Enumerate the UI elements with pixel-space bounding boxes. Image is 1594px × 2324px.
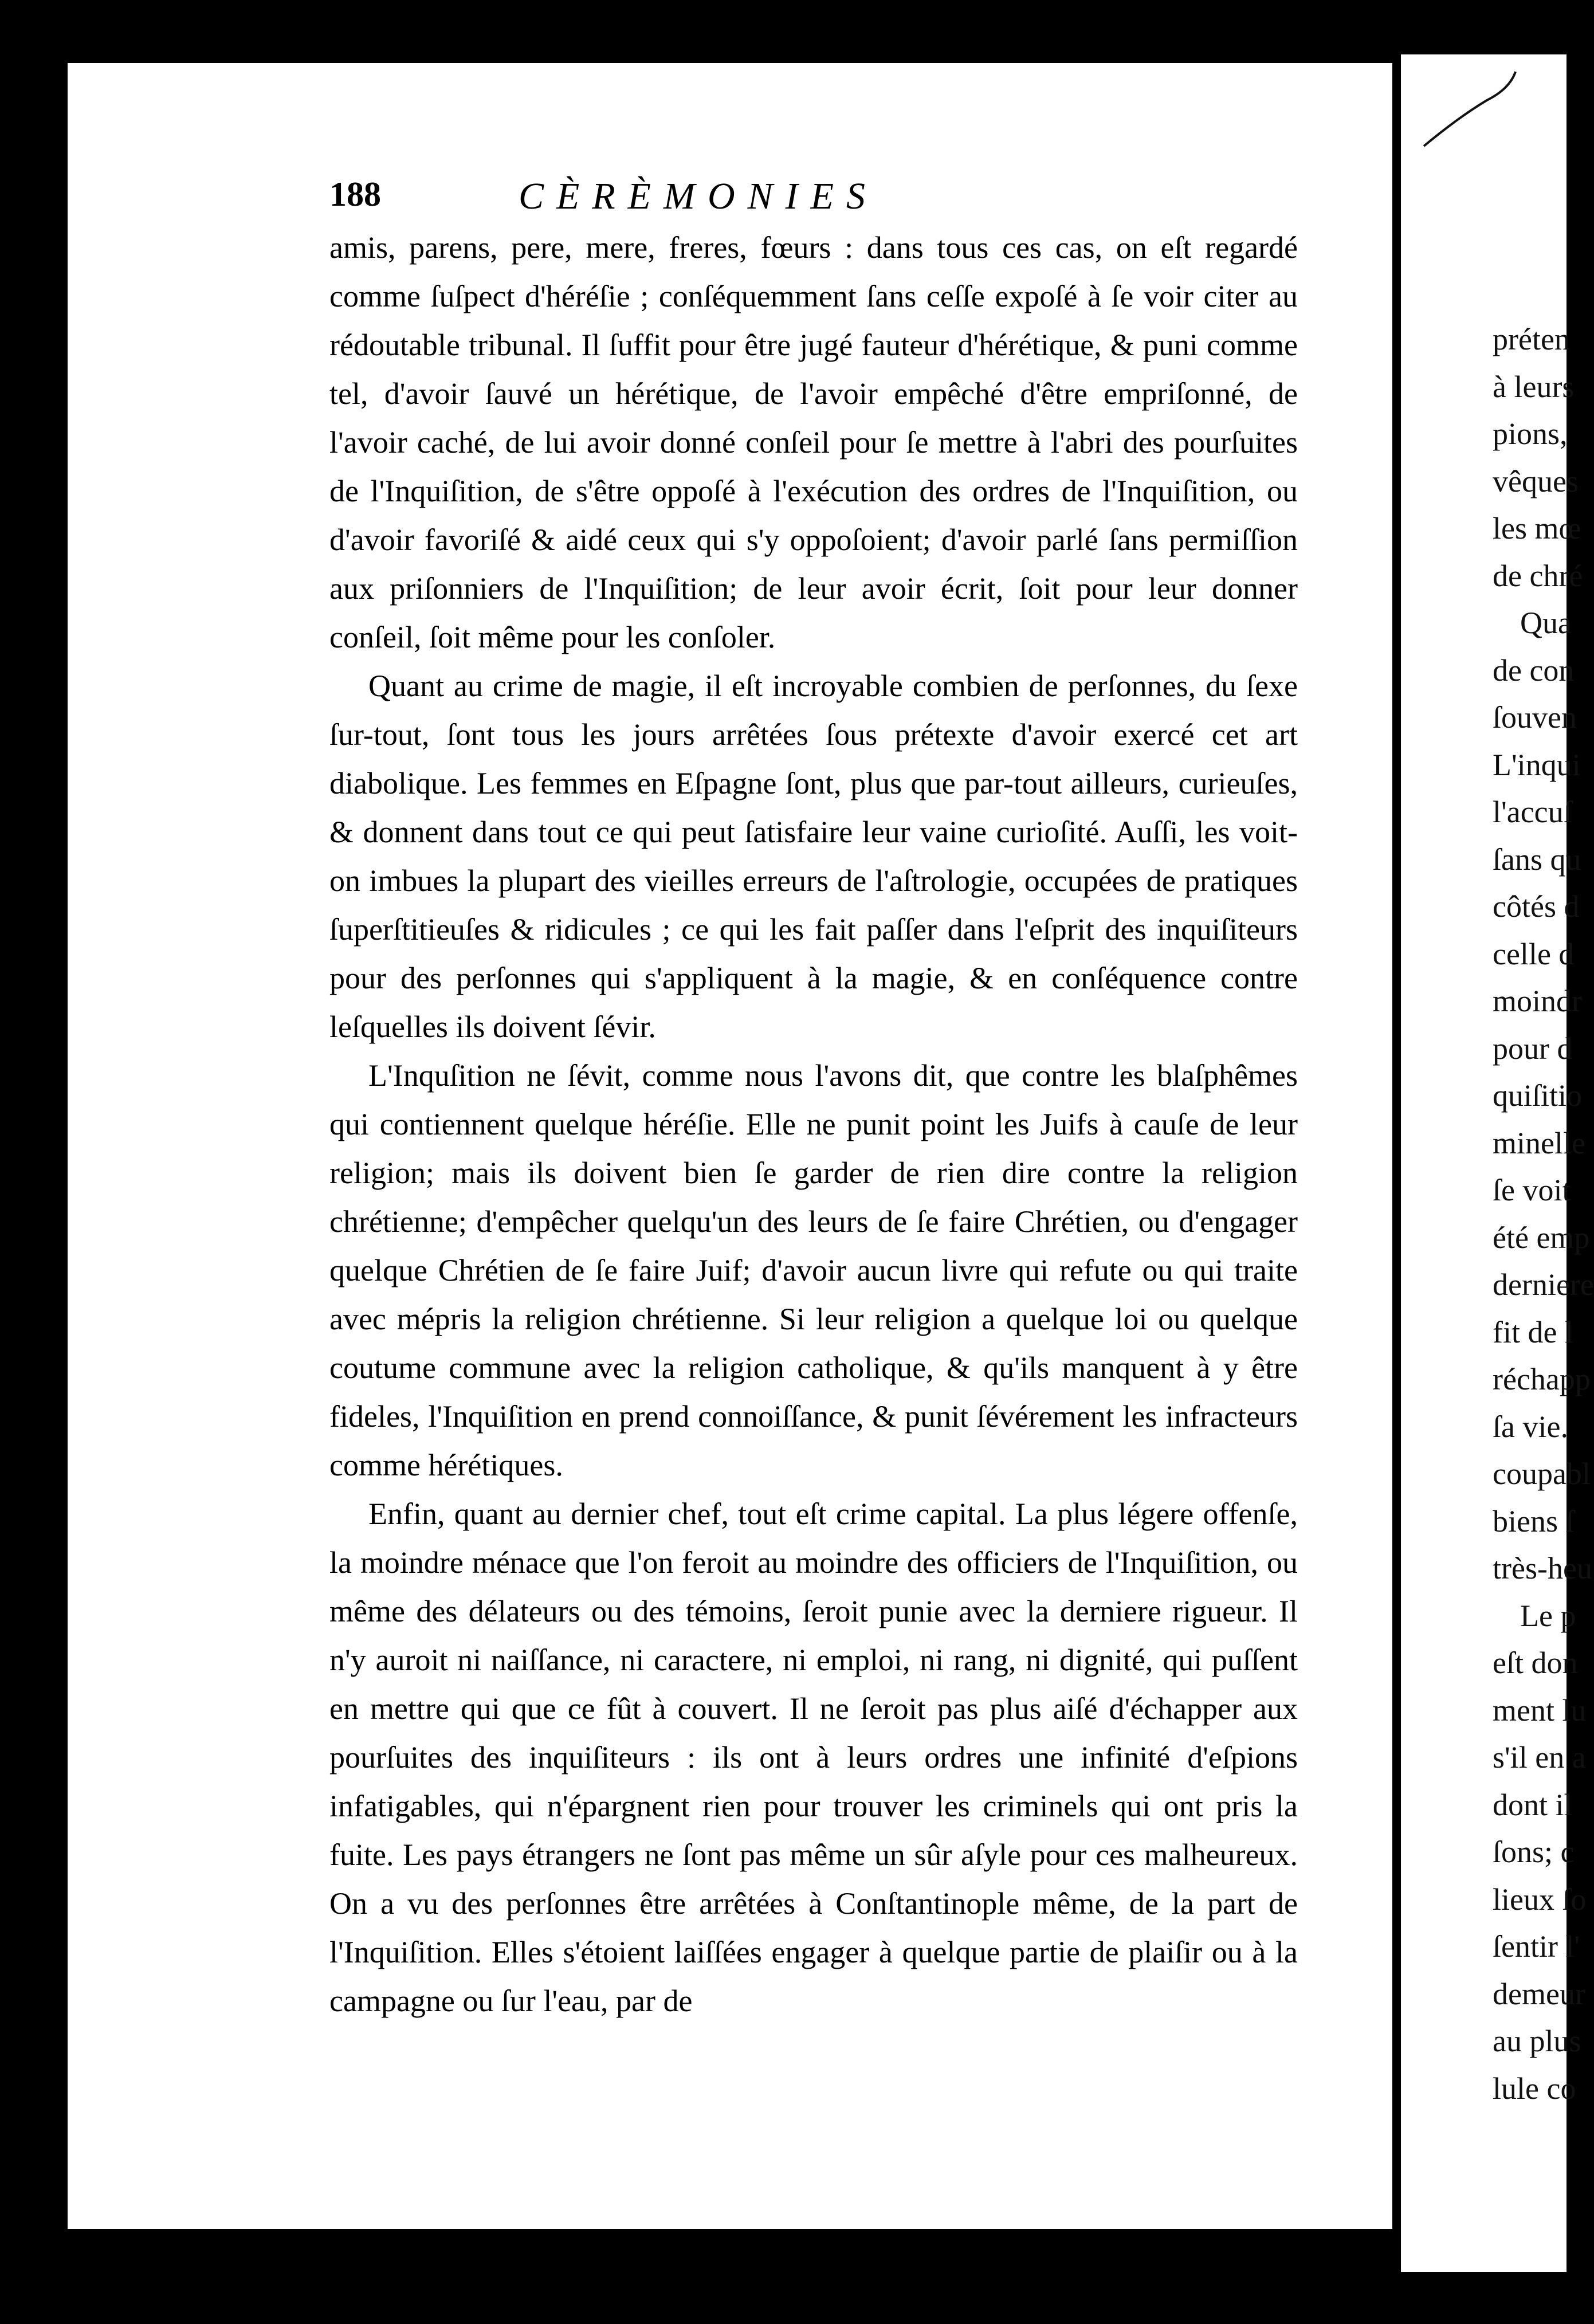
facing-page-line: pions, <box>1493 417 1568 451</box>
facing-page-line: à leurs <box>1493 369 1575 404</box>
facing-page-line: ſe voit <box>1493 1173 1571 1207</box>
facing-page-line: très-heu <box>1493 1551 1592 1585</box>
paragraph: Enfin, quant au dernier chef, tout eſt crime capital. La plus légere offenſe, la moindre ménace que l'on feroit au moindre des officiers de l'Inquiſition, ou même des délateurs ou des témoins, ſeroit punie avec la derniere rigueur. Il n'y auroit ni naiſſance, ni caractere, ni emploi, ni rang, ni dignité, qui puſſent en mettre qui que ce fût à couvert. Il ne ſeroit pas plus aiſé d'échapper aux pourſuites des inquiſiteurs : ils ont à leurs ordres une infinité d'eſpions infatigables, qui n'épargnent rien pour trouver les criminels qui ont pris la fuite. Les pays étrangers ne ſont pas même un sûr aſyle pour ces malheureux. On a vu des perſonnes être arrêtées à Conſtantinople même, de la part de l'Inquiſition. Elles s'étoient laiſſées engager à quelque partie de plaiſir ou à la campagne ou ſur l'eau, par de <box>329 1497 1298 2018</box>
facing-page-line: biens ſ <box>1493 1503 1575 1538</box>
facing-page-line: lieux ſo <box>1493 1882 1587 1917</box>
facing-page-line: les mœ <box>1493 511 1581 545</box>
paragraph: Quant au crime de magie, il eſt incroyable combien de perſonnes, du ſexe ſur-tout, ſont tous les jours arrêtées ſous prétexte d'avoir exercé cet art diabolique. Les femmes en Eſpagne ſont, plus que par-tout ailleurs, curieuſes, & donnent dans tout ce qui peut ſatisfaire leur vaine curioſité. Auſſi, les voit-on imbues la plupart des vieilles erreurs de l'aſtrologie, occupées de pratiques ſuperſtitieuſes & ridicules ; ce qui les fait paſſer dans l'eſprit des inquiſiteurs pour des perſonnes qui s'appliquent à la magie, & en conſéquence contre leſquelles ils doivent ſévir. <box>329 669 1298 1044</box>
facing-page-line: ſentir l' <box>1493 1929 1580 1964</box>
facing-page-line: l'accuſ <box>1493 795 1572 829</box>
facing-page-line: Le p <box>1520 1598 1576 1633</box>
paragraph: amis, parens, pere, mere, freres, fœurs : dans tous ces cas, on eſt regardé comme ſuſpect d'héréſie ; conſéquemment ſans ceſſe expoſé à ſe voir citer au rédoutable tribunal. Il ſuffit pour être jugé fauteur d'hérétique, & puni comme tel, d'avoir ſauvé un hérétique, de l'avoir empêché d'être empriſonné, de l'avoir caché, de lui avoir donné conſeil pour ſe mettre à l'abri des pourſuites de l'Inquiſition, de s'être oppoſé à l'exécution des ordres de l'Inquiſition, ou d'avoir favoriſé & aidé ceux qui s'y oppoſoient; d'avoir parlé ſans permiſſion aux priſonniers de l'Inquiſition; de leur avoir écrit, ſoit pour leur donner conſeil, ſoit même pour les conſoler. <box>329 230 1298 654</box>
facing-page-line: derniere <box>1493 1267 1594 1302</box>
facing-page-line: dont il <box>1493 1787 1573 1822</box>
facing-page-line: au plus <box>1493 2024 1581 2058</box>
facing-page-line: lule co <box>1493 2071 1576 2106</box>
facing-page-line: demeur <box>1493 1976 1585 2011</box>
facing-page-line: ſa vie. <box>1493 1409 1568 1444</box>
facing-page-line: fit de l <box>1493 1314 1573 1349</box>
facing-page-line: coupabl <box>1493 1457 1591 1491</box>
facing-page-line: L'inqui <box>1493 747 1581 782</box>
running-title: CÈRÈMONIES <box>519 175 878 217</box>
facing-page-line: côtés d <box>1493 889 1580 924</box>
facing-page-line: ſons; c <box>1493 1835 1575 1869</box>
facing-page-line: préten <box>1493 322 1570 356</box>
facing-page-line: Qua <box>1520 606 1572 640</box>
facing-page-line: réchapp <box>1493 1362 1591 1396</box>
page-number: 188 <box>329 175 381 213</box>
facing-page-line: vêques <box>1493 464 1579 498</box>
facing-page <box>1401 54 1594 2272</box>
facing-page-line: ſouven <box>1493 700 1577 735</box>
facing-page-line: de con <box>1493 653 1575 688</box>
facing-page-line: pour d <box>1493 1031 1573 1066</box>
facing-page-line: ment lu <box>1493 1693 1587 1728</box>
body-text <box>329 223 1298 2025</box>
facing-page-line: moindr <box>1493 984 1582 1018</box>
facing-page-line: celle d <box>1493 936 1575 971</box>
facing-page-line: ſans qu <box>1493 842 1581 877</box>
facing-page-line: minelle <box>1493 1125 1585 1160</box>
facing-page-line: quiſitio <box>1493 1078 1583 1113</box>
facing-page-line: eſt don <box>1493 1646 1578 1680</box>
pen-stroke-mark <box>1401 54 1566 169</box>
facing-page-line: été emp <box>1493 1220 1590 1255</box>
paragraph: L'Inquſition ne ſévit, comme nous l'avons dit, que contre les blaſphêmes qui contiennent quelque héréſie. Elle ne punit point les Juifs à cauſe de leur religion; mais ils doivent bien ſe garder de rien dire contre la religion chrétienne; d'empêcher quelqu'un des leurs de ſe faire Chrétien, ou d'engager quelque Chrétien de ſe faire Juif; d'avoir aucun livre qui refute ou qui traite avec mépris la religion chrétienne. Si leur religion a quelque loi ou quelque coutume commune avec la religion catholique, & qu'ils manquent à y être fideles, l'Inquiſition en prend connoiſſance, & punit ſévérement les infracteurs comme hérétiques. <box>329 1058 1298 1482</box>
facing-page-line: s'il en a <box>1493 1740 1586 1775</box>
facing-page-line: de chré <box>1493 558 1583 593</box>
